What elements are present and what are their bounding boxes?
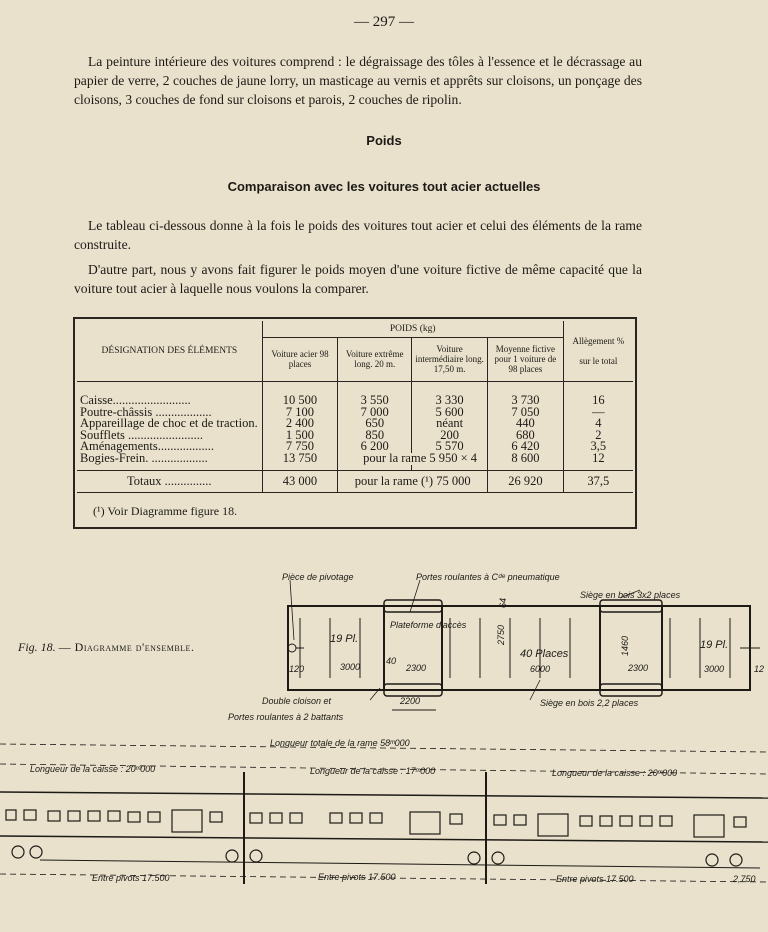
- label-dim-3000-left: 3000: [340, 662, 361, 672]
- label-dim-12: 12: [754, 664, 765, 674]
- paragraph-peinture-text: La peinture intérieure des voitures comprend : le dégraissage des tôles à l'essence et le décrassage au papier de verre, 2 couches de jaune lorry, un masticage au vernis et apprêts sur cloisons, un ponçage des cloisons, 3 couches de fond sur cloisons et parois, 2 couches de ripolin.: [74, 54, 642, 107]
- weights-table-frame: [73, 317, 637, 529]
- cell-acier: 2 400: [262, 418, 338, 430]
- label-dim-1460: 1460: [620, 635, 630, 656]
- table-row: [77, 453, 633, 465]
- cell-extreme: 850: [338, 430, 412, 442]
- paragraph-fictive: D'autre part, nous y avons fait figurer le poids moyen d'une voiture fictive de même capacité que la voiture tout acier à laquelle nous voulons la comparer.: [74, 262, 642, 296]
- row-label: Soufflets ........................: [80, 427, 204, 442]
- cell-moyenne: 7 050: [488, 407, 564, 419]
- cell-intermediaire: 3 330: [412, 395, 488, 407]
- heading-comparaison: Comparaison avec les voitures tout acier actuelles: [227, 179, 541, 194]
- figure-title: — Diagramme d'ensemble.: [58, 640, 195, 654]
- totals-label: Totaux ...............: [127, 473, 212, 488]
- cell-extreme: pour la rame: [363, 450, 427, 465]
- label-longueur-totale: Longueur totale de la rame 58ᵐ000: [270, 738, 410, 748]
- cell-moyenne: 680: [488, 430, 564, 442]
- cell-extreme: 650: [338, 418, 412, 430]
- label-dim-2200: 2200: [400, 696, 421, 706]
- label-entre-pivots-mid: Entre pivots 17.500: [318, 872, 396, 882]
- cell-allegement: 12: [563, 453, 633, 465]
- cell-allegement: 4: [563, 418, 633, 430]
- cell-intermediaire: 5 570: [412, 441, 488, 453]
- page-number: — 297 —: [354, 14, 414, 30]
- weights-table: [77, 321, 633, 493]
- cell-acier: 10 500: [262, 395, 338, 407]
- label-dim-120: 120: [289, 664, 305, 674]
- label-dim-40: 40: [386, 656, 397, 666]
- label-double-cloison: Double cloison et: [262, 696, 332, 706]
- header-voiture-extreme: Voiture extrême long. 20 m.: [338, 337, 412, 381]
- heading-poids: Poids: [366, 133, 402, 148]
- cell-acier: 1 500: [262, 430, 338, 442]
- label-dim-2300-right: 2300: [628, 663, 649, 673]
- row-label: Caisse.........................: [80, 393, 191, 407]
- header-poids: POIDS (kg): [262, 321, 563, 337]
- plan-view: [288, 580, 760, 710]
- header-allegement-title: Allègement %: [572, 335, 625, 346]
- totals-allegement: 37,5: [563, 471, 633, 493]
- cell-moyenne: 8 600: [488, 453, 564, 465]
- label-entre-pivots-right: Entre pivots 17.500: [556, 874, 634, 884]
- label-plateforme: Plateforme d'accès: [390, 620, 467, 630]
- label-portes-2-battants: Portes roulantes à 2 battants: [228, 712, 344, 722]
- plan-outline: [288, 606, 750, 690]
- elevation-windows: [6, 810, 746, 837]
- cell-acier: 13 750: [262, 453, 338, 465]
- totals-moyenne: 26 920: [488, 471, 564, 493]
- header-voiture-intermediaire: Voiture intermédiaire long. 17,50 m.: [412, 337, 488, 381]
- header-voiture-acier: Voiture acier 98 places: [262, 337, 338, 381]
- label-longueur-caisse-20-right: Longueur de la caisse : 20ᵐ000: [552, 768, 678, 778]
- cell-allegement: 2: [563, 430, 633, 442]
- label-siege-3x2: Siège en bois 3x2 places: [580, 590, 681, 600]
- row-label: Aménagements..................: [80, 439, 215, 454]
- paragraph-tableau: Le tableau ci-dessous donne à la fois le poids des voitures tout acier et celui des éléments de la rame construite.: [74, 218, 642, 252]
- row-label: Bogies-Frein. ..................: [80, 450, 208, 465]
- cell-moyenne: 3 730: [488, 395, 564, 407]
- label-dim-64: 64: [498, 597, 508, 608]
- row-label: Poutre-châssis ..................: [80, 404, 212, 419]
- label-siege-2x2: Siège en bois 2,2 places: [540, 698, 639, 708]
- cell-intermediaire: 5 600: [412, 407, 488, 419]
- totals-row: [77, 471, 633, 493]
- label-piece-pivotage: Pièce de pivotage: [282, 572, 354, 582]
- cell-extreme: 6 200: [338, 441, 412, 453]
- cell-extreme: 7 000: [338, 407, 412, 419]
- header-designation: DÉSIGNATION DES ÉLÉMENTS: [101, 345, 238, 356]
- label-dim-2750-plan: 2750: [496, 624, 506, 645]
- cell-allegement: 16: [563, 395, 633, 407]
- cell-allegement: 3,5: [563, 441, 633, 453]
- elevation-bogies: [12, 846, 742, 866]
- totals-acier: 43 000: [262, 471, 338, 493]
- cell-intermediaire: néant: [412, 418, 488, 430]
- row-label: Appareillage de choc et de traction.: [80, 416, 258, 431]
- label-dim-3000-right: 3000: [704, 664, 725, 674]
- figure-number: Fig. 18.: [18, 640, 56, 654]
- table-footnote: (¹) Voir Diagramme figure 18.: [93, 504, 238, 518]
- header-moyenne-fictive: Moyenne fictive pour 1 voiture de 98 places: [488, 337, 564, 381]
- label-longueur-caisse-20-left: Longueur de la caisse : 20ᵐ000: [30, 764, 156, 774]
- cell-bogies-rame: [338, 450, 488, 465]
- cell-extreme: 3 550: [338, 395, 412, 407]
- cell-allegement: —: [563, 407, 633, 419]
- totals-rame: pour la rame (¹) 75 000: [338, 471, 488, 493]
- cell-intermediaire: 5 950 × 4: [429, 450, 478, 465]
- label-entre-pivots-left: Entre pivots 17.500: [92, 873, 170, 883]
- cell-intermediaire: 200: [412, 430, 488, 442]
- header-allegement: [563, 321, 633, 381]
- label-40-places: 40 Places: [520, 648, 569, 660]
- label-portes-roulantes: Portes roulantes à Cᵈᵉ pneumatique: [416, 572, 560, 582]
- cell-acier: 7 750: [262, 441, 338, 453]
- diagram-ensemble: [0, 560, 768, 932]
- label-longueur-caisse-17: Longueur de la caisse : 17ᵐ000: [310, 766, 436, 776]
- cell-acier: 7 100: [262, 407, 338, 419]
- label-dim-2300-left: 2300: [406, 663, 427, 673]
- paragraph-peinture: [74, 52, 642, 109]
- label-dim-6000: 6000: [530, 664, 551, 674]
- label-dim-2750-end: 2,750: [733, 874, 756, 884]
- label-19-places-left: 19 Pl.: [330, 633, 359, 645]
- cell-moyenne: 6 420: [488, 441, 564, 453]
- cell-moyenne: 440: [488, 418, 564, 430]
- header-allegement-sub: sur le total: [579, 355, 618, 366]
- label-19-places-right: 19 Pl.: [700, 639, 729, 651]
